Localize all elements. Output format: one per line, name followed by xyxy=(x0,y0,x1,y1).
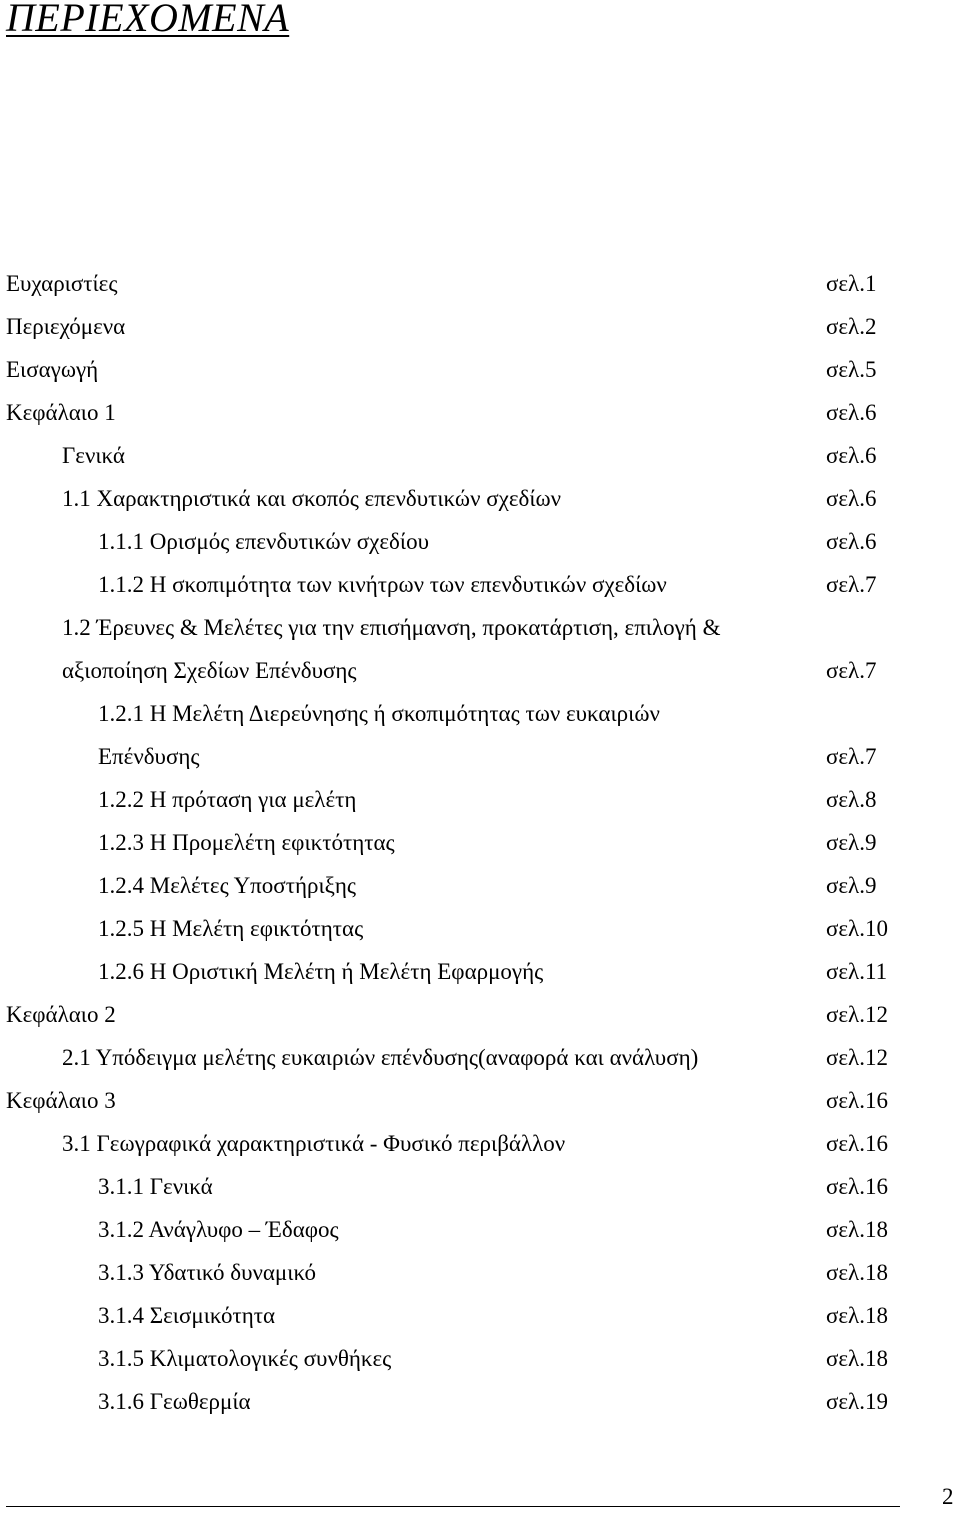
toc-entry-page: σελ.11 xyxy=(826,959,888,984)
toc-entry-page: σελ.12 xyxy=(826,1002,888,1027)
toc-entry-page: σελ.16 xyxy=(826,1131,888,1156)
toc-entry-label: 3.1.5 Κλιματολογικές συνθήκες xyxy=(98,1346,392,1371)
toc-entry-page: σελ.18 xyxy=(826,1346,888,1371)
toc-entry-page: σελ.19 xyxy=(826,1389,888,1414)
toc-entry-label: Ευχαριστίες xyxy=(6,271,118,296)
toc-entry-page: σελ.2 xyxy=(826,314,877,339)
toc-entry-page: σελ.6 xyxy=(826,529,877,554)
page-title: ΠΕΡΙΕΧΟΜΕΝΑ xyxy=(6,0,290,40)
toc-entry-page: σελ.5 xyxy=(826,357,877,382)
toc-entry-label: Κεφάλαιο 2 xyxy=(6,1002,116,1027)
toc-entry-label: 1.2.2 Η πρόταση για μελέτη xyxy=(98,787,357,812)
toc-entry-page: σελ.18 xyxy=(826,1260,888,1285)
toc-entry-label: 1.1.2 Η σκοπιμότητα των κινήτρων των επενδυτικών σχεδίων xyxy=(98,572,667,597)
toc-entry-page: σελ.7 xyxy=(826,572,877,597)
footer-rule xyxy=(6,1506,900,1507)
toc-entry-label: Κεφάλαιο 1 xyxy=(6,400,116,425)
page-number: 2 xyxy=(942,1484,954,1509)
toc-entry-label: αξιοποίηση Σχεδίων Επένδυσης xyxy=(62,658,357,683)
toc-entry-page: σελ.16 xyxy=(826,1174,888,1199)
toc-entry-page: σελ.7 xyxy=(826,658,877,683)
toc-entry-page: σελ.1 xyxy=(826,271,877,296)
toc-entry-label: 3.1.6 Γεωθερμία xyxy=(98,1389,251,1414)
toc-entry-page: σελ.16 xyxy=(826,1088,888,1113)
toc-entry-label: 1.2 Έρευνες & Μελέτες για την επισήμανση, προκατάρτιση, επιλογή & xyxy=(62,615,721,640)
toc-entry-page: σελ.6 xyxy=(826,400,877,425)
toc-entry-label: 3.1.1 Γενικά xyxy=(98,1174,213,1199)
toc-entry-page: σελ.7 xyxy=(826,744,877,769)
toc-entry-label: 1.2.5 Η Μελέτη εφικτότητας xyxy=(98,916,364,941)
toc-entry-label: 1.1.1 Ορισμός επενδυτικών σχεδίου xyxy=(98,529,429,554)
toc-entry-page: σελ.9 xyxy=(826,830,877,855)
toc-entry-page: σελ.8 xyxy=(826,787,877,812)
toc-entry-page: σελ.6 xyxy=(826,486,877,511)
toc-entry-label: 3.1 Γεωγραφικά χαρακτηριστικά - Φυσικό περιβάλλον xyxy=(62,1131,566,1156)
toc-entry-label: 1.2.3 Η Προμελέτη εφικτότητας xyxy=(98,830,395,855)
toc-entry-page: σελ.12 xyxy=(826,1045,888,1070)
toc-entry-label: 3.1.2 Ανάγλυφο – Έδαφος xyxy=(98,1217,339,1242)
toc-entry-label: 1.2.4 Μελέτες Υποστήριξης xyxy=(98,873,357,898)
toc-entry-page: σελ.18 xyxy=(826,1303,888,1328)
toc-entry-label: 1.1 Χαρακτηριστικά και σκοπός επενδυτικών σχεδίων xyxy=(62,486,562,511)
toc-entry-label: 1.2.1 Η Μελέτη Διερεύνησης ή σκοπιμότητας των ευκαιριών xyxy=(98,701,660,726)
toc-entry-page: σελ.10 xyxy=(826,916,888,941)
toc-entry-label: Κεφάλαιο 3 xyxy=(6,1088,116,1113)
toc-entry-label: Επένδυσης xyxy=(98,744,200,769)
toc-entry-page: σελ.18 xyxy=(826,1217,888,1242)
toc-entry-label: 1.2.6 Η Οριστική Μελέτη ή Μελέτη Εφαρμογής xyxy=(98,959,544,984)
toc-entry-label: 3.1.4 Σεισμικότητα xyxy=(98,1303,276,1328)
toc-entry-label: Γενικά xyxy=(62,443,125,468)
toc-entry-page: σελ.6 xyxy=(826,443,877,468)
toc-entry-label: 3.1.3 Υδατικό δυναμικό xyxy=(98,1260,317,1285)
toc-entry-label: Περιεχόμενα xyxy=(6,314,126,339)
toc-entry-label: Εισαγωγή xyxy=(6,357,99,382)
toc-entry-label: 2.1 Υπόδειγμα μελέτης ευκαιριών επένδυσης(αναφορά και ανάλυση) xyxy=(62,1045,699,1070)
toc-entry-page: σελ.9 xyxy=(826,873,877,898)
